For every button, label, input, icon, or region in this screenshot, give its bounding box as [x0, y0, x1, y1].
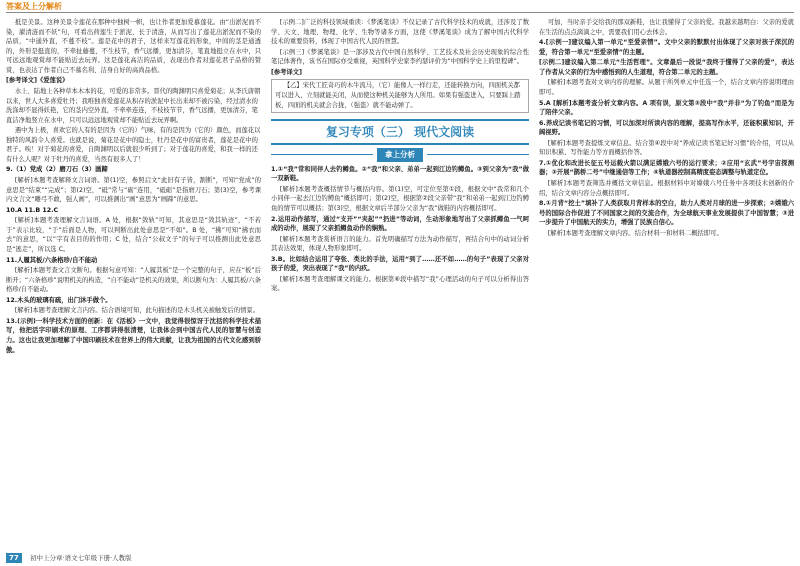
answer-9: [解析]本题考查解释文言词语。第(1)空，参照启文“此旧有子皆，割断”，可知“党成”的意思是“结束”“完成”；第(2)空，“砥”常与“砺”连用，“砥砺”是指磨刀石；第(3)空，参考课内文言文“雕弓不敢，强人画”，可以推测出“画”意思为“画蹄”的意思。 [6, 177, 261, 204]
intro-paragraph: 抵是美景。这种美景令莲花在那种中独树一帜，也让作者更加爱慕莲花。由“出淤泥而不染，濯清涟而不妖”句，可看出荷莲生于淤泥、长于清涟，从而写出了莲花出淤泥而不染的品质，“中通外直，不蔓不枝”。莲是花中的君子，这样来写莲花的形象，中间的茎是通透的，外形是挺直的，不牵扯藤蔓，不生枝节，香气远播，更加清芬，笔直地挺立在水中，只可远远地观赏却不能贴近去玩弄。这是莲花高洁的品质，表现出作者对莲花君子品格的赞赏，也表达了作者自己不慕名利、洁身自好的高尚品格。 [6, 19, 261, 74]
question-10: 10.A 11.B 12.C [6, 206, 59, 214]
question-3: 3.B。比如结合运用了夸张、类比的手法，运用“到了……还不如……的句子”表现了父亲对孩子的爱，突出表现了“我”的内疚。 [271, 255, 529, 273]
answer-2: [解析]本题考查赏析语言的能力。首先明确描写方法为动作描写，再结合句中的动词分析其表达效果，体现人物形象即可。 [271, 235, 529, 253]
question-1: 1.①“我”常和同伴人去钓鳟鱼。②“我”和父亲、弟弟一起到江边钓鳟鱼。③到父亲为“我”做一双新鞋。 [271, 165, 529, 183]
question-13: 13.(示例)一科学技术方面的创新：在《活板》一文中，我觉得很惊讶于沈括的科学技术描写，他把活字印刷术的原理、工序都讲得很清楚，让我体会到中国古代人民的智慧与创造力。这也让我更加理解了中国印刷技术在世界上的伟大贡献，让我为祖国的古代文化感到骄傲。 [6, 317, 261, 354]
continued-text: 可加，当时亲手交给我的那双新鞋，也让我懂得了父亲的爱。我越来越明白：父亲的爱就在生活的点点滴滴之中，需要我们用心去体会。 [539, 19, 794, 36]
page-number: 77 [6, 553, 22, 563]
subsection-line-right [427, 154, 529, 155]
example-2: [示例二]广泛的科技领域重读：《梦溪笔谈》不仅记录了古代科学技术的成就，还涉及了数学、天文、地理、物理、化学、生物等诸多方面，这使《梦溪笔谈》成为了解中国古代科学技术的重要资料，体现了中国古代人民的智慧。 [271, 19, 529, 46]
column-right [539, 18, 794, 546]
question-4-example-2: [示例二]建议编入第二单元“生活哲理”。文章最后一段说“我终于懂得了父亲的爱”，表达了作者从父亲的行为中感悟到的人生道理，符合第二单元的主题。 [539, 59, 794, 76]
classic-text-2: 【乙】宋代工匠奇巧的木牛流马，（它）能像人一样行走，还能转换方向，四面机关都可以进入，立刻就能关闭，从而使这种机关能够为人所用。如果有强盗进入，只要踩上踏板，四面的机关就会合拢，（强盗）就不能动弹了。 [275, 82, 521, 109]
footer-text: 初中上分章·语文七年级下册·人教版 [30, 554, 132, 562]
question-6: 6.养成记读书笔记的习惯，可以加深对所读内容的理解，提高写作水平，还能积累知识，开阔视野。 [539, 119, 794, 137]
answer-12: [解析]本题考查理解文言内容。结合语境可知，此句描述的是木头机关被触发后的情景。 [14, 307, 260, 315]
header-label: 答案及上分解析 [6, 2, 62, 11]
column-middle [271, 18, 529, 546]
answer-11: [解析]本题考查文言文断句。根据句意可知：“人履其板”是一个完整的句子，应在“板”后断开；“六条格珍”说明机关的构造，“自不能动”是机关的效果，所以断句为：人履其板/六条格珍/自不能动。 [6, 267, 261, 294]
reference-title: [参考译文]《爱莲说》 [6, 77, 69, 85]
reference-text: 水上、陆地上各种草本木本的花，可爱的非常多。晋代的陶渊明只喜爱菊花；从李氏唐朝以来，世人大多喜爱牡丹；我唯独喜爱莲花从积存的淤泥中长出来却不被污染，经过清水的洗涤却不显得妖艳，它的茎内空外直，不牵牵连连，不枝枝节节，香气远播，更加清芬，笔直洁净地竖立在水中，只可以远远地观赏却不能贴近去玩弄啊。 [6, 87, 261, 124]
question-2: 2.运用动作描写，通过“支开”“夹起”“扔进”等动词，生动形象地写出了父亲抓鳟鱼一气呵成的动作，展现了父亲抓鳟鱼动作的娴熟。 [271, 215, 529, 233]
answer-3: [解析]本题考查理解课文的能力。根据第⑥段中描写“我”心理活动的句子可以分析得出答案。 [271, 275, 529, 293]
question-11: 11.人履其板/六条格珍/自不能动 [6, 256, 98, 264]
subsection-bar [271, 148, 529, 161]
answer-8: [解析]本题考查理解文章内容。结合材料一和材料二概括即可。 [547, 229, 723, 237]
question-8: 8.①月背“挖土”填补了人类获取月背样本的空白，助力人类对月球的进一步探索；②嫦娥六号的国际合作促进了不同国家之间的交流合作，为全球航天事业发展提供了中国智慧；③进一步提升了中国航天的实力，增强了民族自信心。 [539, 200, 794, 227]
subsection-label: 拿上分析 [377, 148, 423, 161]
page-header [0, 0, 800, 14]
question-12: 12.木头的玻璃有疏，出门沐手做个。 [6, 296, 112, 304]
subsection-line-left [271, 154, 373, 155]
answer-6: [解析]本题考查提炼文章信息。结合第④段中对“养成记读书笔记好习惯”的介绍，可以从知识积累、写作能力等方面概括作答。 [539, 139, 794, 157]
header-rule [6, 12, 794, 13]
classic-text: 遇中为上极，喜欢它的人有的是因为（它的）气味，有的是因为（它的）颜色，而莲花以独特的风韵令人喜爱。也就是说，菊花是花中的隐士，牡丹是花中的富贵者，莲花是花中的君子。唉！对于菊花的喜爱，自陶渊明以后就很少听到了；对于莲花的喜爱，和我一样的还有什么人呢？对于牡丹的喜爱，当然有很多人了！ [6, 127, 261, 163]
classic-box [271, 79, 529, 113]
answer-1: [解析]本题考查概括情节与概括内容。第(1)空，可定位至第①段，根据文中“我常和几个小同伴一起去江边钓鳟鱼”概括即可；第(2)空，根据第②段父亲带“我”和弟弟一起到江边钓鳟鱼的情节可以概括；第(3)空，根据文章后半部分父亲为“我”做鞋的内容概括即可。 [271, 185, 529, 212]
answer-7: [解析]本题考查筛选并概括文章信息。根据材料中对嫦娥六号任务中各项技术创新的介绍，结合文章内容分点概括即可。 [539, 180, 794, 197]
section-title: 复习专项（三） 现代文阅读 [271, 119, 529, 145]
page-footer [0, 548, 800, 566]
question-7: 7.①优化和改进长征五号运载火箭以满足嫦娥六号的运行要求；②应用“玄武”号宇宙探测器；③开展“鹊桥二号”中继通信等工作；④轨道器控制高精度姿态调整与轨道定位。 [539, 159, 794, 177]
example-3: [示例三]《梦溪笔谈》是一部涉及古代中国自然科学、工艺技术及社会历史现象的综合性笔记体著作，该书在国际亦受重视，英国科学史家李约瑟评价为“中国科学史上的里程碑”。 [271, 48, 529, 66]
answer-4: [解析]本题考查对文章内容的理解。从题干所列单元中任选一个，结合文章内容说明理由即可。 [539, 79, 794, 96]
answer-10: [解析]本题考查理解文言词语。A 处，根据“敛轨”可知，其意思是“敛其轨迹”，“不若于”表示比较，“于”后面是人物，可以判断出此处意思是“不如”。B 处，“拂”可知“拂衣而去”的意思，“以”字有表目的的作用；C 处，结合“公叔文子”的句子可以推测出此处意思是“逃走”，所以选 C。 [6, 217, 261, 253]
question-9: 9.（1）党成（2）磨刀石（3）画蹄 [6, 166, 108, 174]
question-5: 5.A [解析]本题考查分析文章内容。A 项有误，原文第③段中“我”并非“为了钓鱼”而是为了陪伴父亲。 [539, 99, 794, 117]
column-left [6, 18, 261, 546]
reference-title-2: [参考译文] [271, 68, 302, 76]
question-4: 4.[示例一]建议编入第一单元“至爱亲情”。文中父亲的默默付出体现了父亲对孩子深沉的爱，符合第一单元“至爱亲情”的主题。 [539, 39, 794, 56]
